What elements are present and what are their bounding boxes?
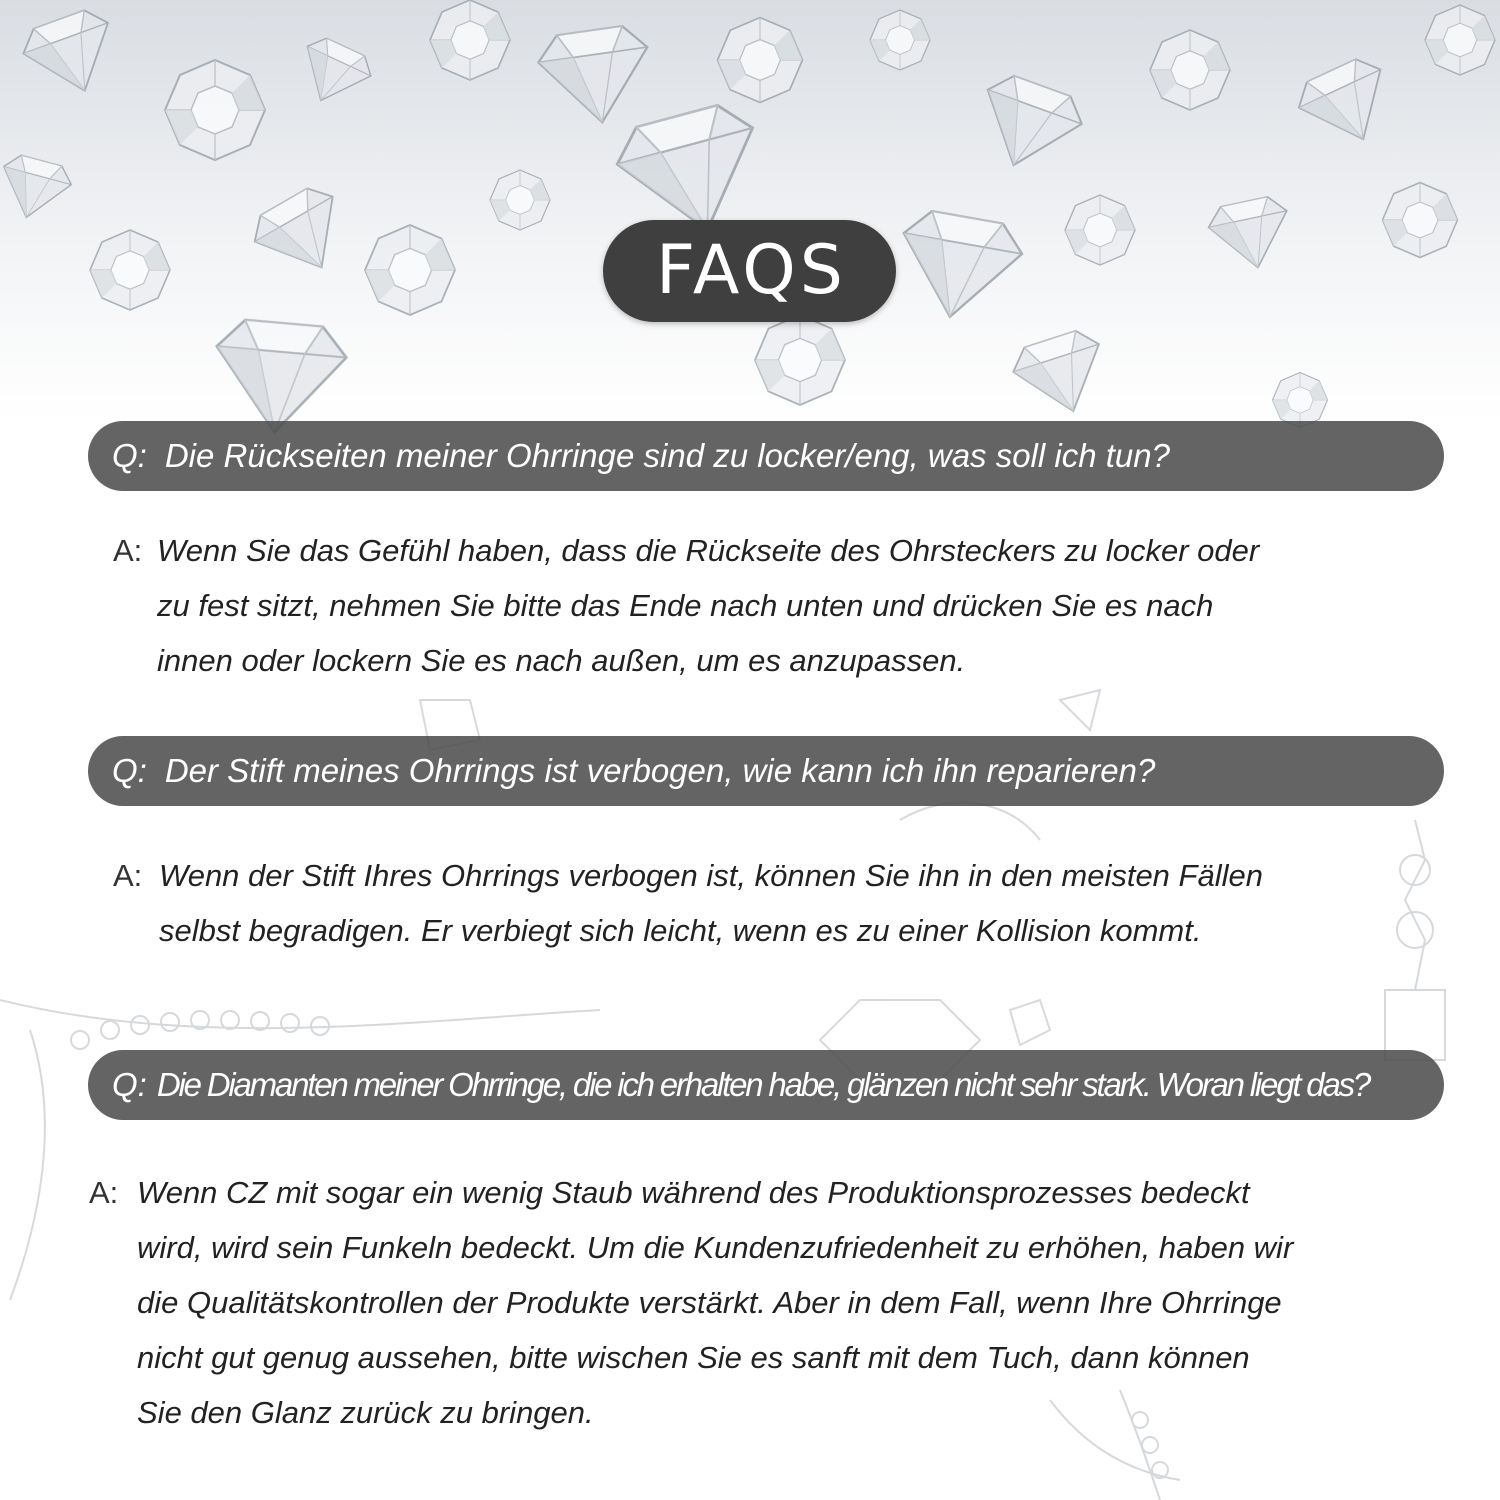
faq-question-2 (88, 736, 1444, 806)
question-text: Der Stift meines Ohrrings ist verbogen, wie kann ich ihn reparieren? (164, 752, 1156, 789)
faq-question-3 (88, 1050, 1444, 1120)
answer-line: Wenn der Stift Ihres Ohrrings verbogen ist, können Sie ihn in den meisten Fällen (159, 858, 1263, 893)
answer-prefix: A: (89, 1175, 119, 1210)
answer-prefix: A: (113, 533, 143, 568)
answer-line: Wenn Sie das Gefühl haben, dass die Rückseite des Ohrsteckers zu locker oder (157, 533, 1260, 568)
answer-line: Wenn CZ mit sogar ein wenig Staub während des Produktionsprozesses bedeckt (137, 1175, 1250, 1210)
answer-line: selbst begradigen. Er verbiegt sich leicht, wenn es zu einer Kollision kommt. (159, 913, 1202, 948)
faq-answer-2 (113, 848, 1263, 958)
answer-line: Sie den Glanz zurück zu bringen. (137, 1395, 594, 1430)
question-prefix: Q: (112, 437, 147, 474)
faq-answer-1 (113, 523, 1259, 688)
question-text: Die Rückseiten meiner Ohrringe sind zu locker/eng, was soll ich tun? (164, 437, 1170, 474)
faqs-title: FAQS (656, 231, 847, 310)
answer-line: zu fest sitzt, nehmen Sie bitte das Ende nach unten und drücken Sie es nach (157, 588, 1214, 623)
question-prefix: Q: (112, 752, 147, 789)
answer-line: die Qualitätskontrollen der Produkte verstärkt. Aber in dem Fall, wenn Ihre Ohrringe (137, 1285, 1282, 1320)
faqs-title-badge (603, 220, 896, 322)
answer-line: innen oder lockern Sie es nach außen, um es anzupassen. (157, 643, 966, 678)
answer-line: wird, wird sein Funkeln bedeckt. Um die Kundenzufriedenheit zu erhöhen, haben wir (137, 1230, 1294, 1265)
answer-prefix: A: (113, 858, 143, 893)
question-prefix: Q: (112, 1066, 147, 1103)
question-text: Die Diamanten meiner Ohrringe, die ich erhalten habe, glänzen nicht sehr stark. Woran liegt das? (156, 1066, 1370, 1103)
faq-answer-3 (89, 1165, 1293, 1440)
answer-line: nicht gut genug aussehen, bitte wischen Sie es sanft mit dem Tuch, dann können (137, 1340, 1250, 1375)
faq-question-1 (88, 421, 1444, 491)
